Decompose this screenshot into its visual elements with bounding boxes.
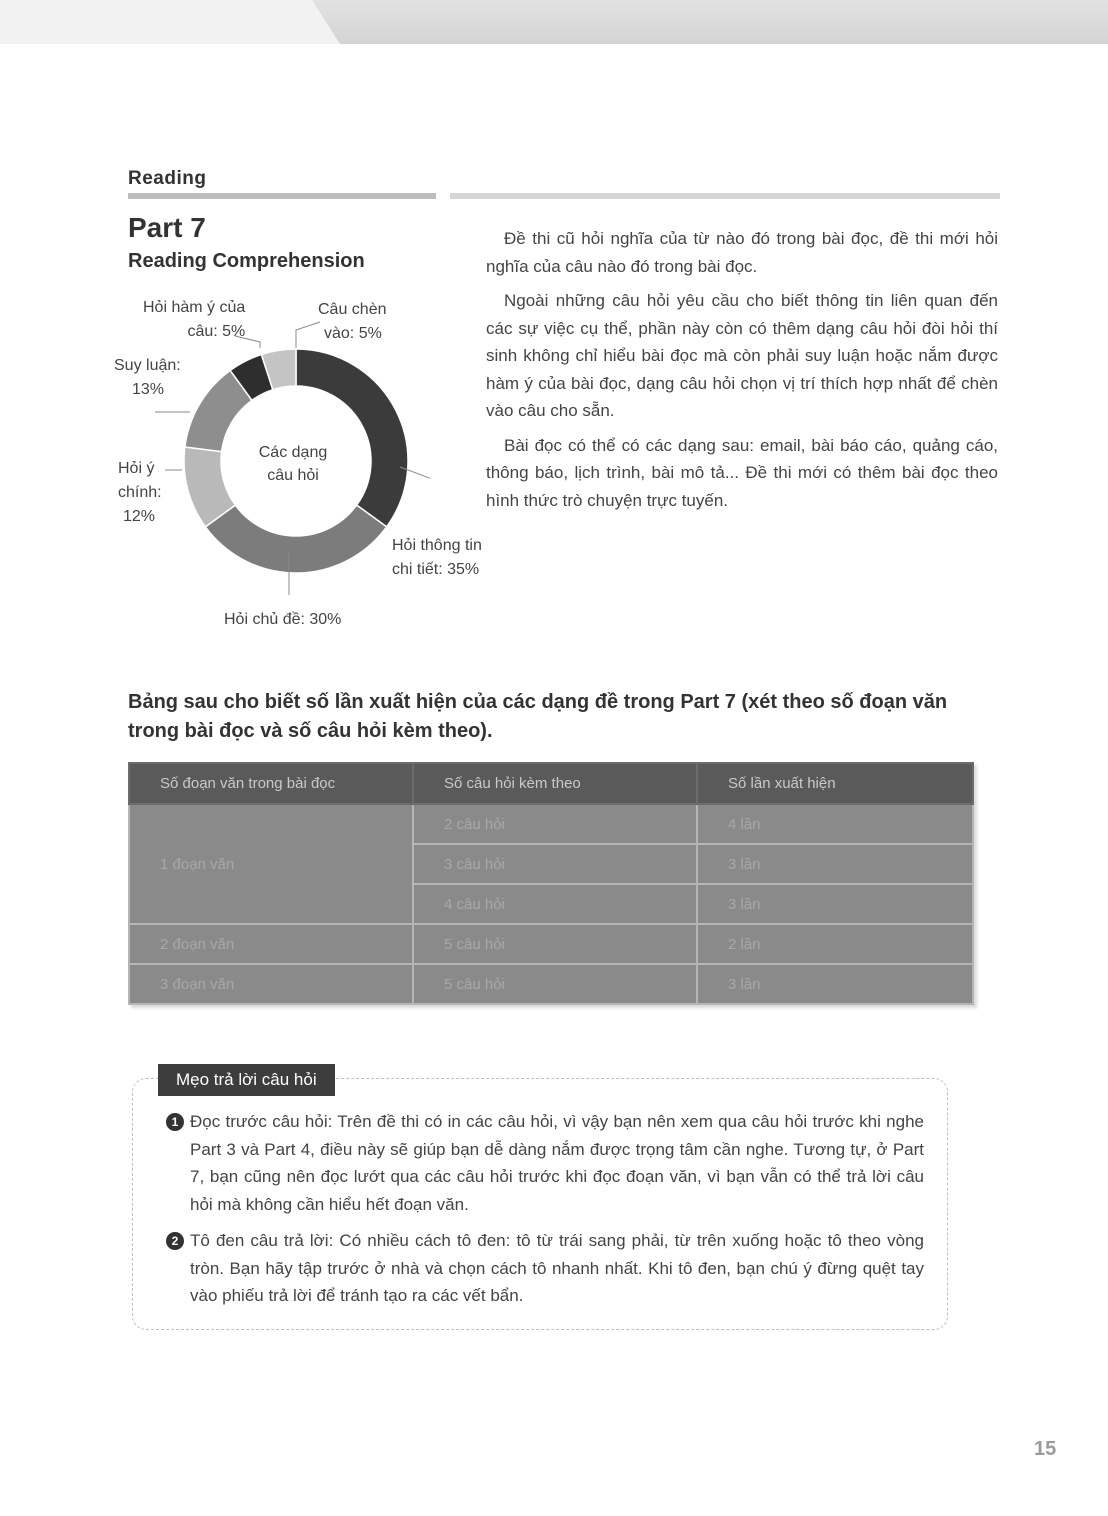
part-subtitle: Reading Comprehension: [128, 250, 365, 272]
intro-paragraph: Bài đọc có thể có các dạng sau: email, bài báo cáo, quảng cáo, thông báo, lịch trình, bài mô tả... Đề thi mới có thêm bài đọc theo hình thức trò chuyện trực tuyến.: [486, 435, 998, 510]
section-rule-right: [450, 193, 1000, 199]
appearance-table: [128, 762, 974, 1005]
slice-label-main-idea-l3: 12%: [123, 508, 156, 525]
page-number: 15: [1034, 1438, 1057, 1460]
slice-label-implication-l2: câu: 5%: [187, 323, 246, 340]
intro-text: [486, 225, 998, 521]
table-row: [129, 964, 973, 1004]
slice-label-main-idea: [118, 457, 162, 529]
slice-label-topic: [224, 608, 341, 632]
intro-paragraph: Đề thi cũ hỏi nghĩa của từ nào đó trong bài đọc, đề thi mới hỏi nghĩa của câu nào đó trong bài đọc.: [486, 229, 998, 276]
cell-count: 4 lần: [697, 804, 973, 844]
header-paragraphs: Số đoạn văn trong bài đọc: [129, 763, 413, 804]
cell-questions: 5 câu hỏi: [413, 964, 697, 1004]
cell-paragraphs: 3 đoạn văn: [129, 964, 413, 1004]
top-banner: [0, 0, 1108, 44]
slice-label-inference-l2: 13%: [132, 381, 165, 398]
part-title: Part 7: [128, 212, 206, 243]
cell-questions: 3 câu hỏi: [413, 844, 697, 884]
slice-label-insertion: [318, 298, 387, 346]
tip-number-badge: 1: [166, 1113, 184, 1131]
table-row: [129, 924, 973, 964]
slice-label-implication-l1: Hỏi hàm ý của: [143, 299, 246, 316]
donut-slices: [184, 349, 408, 573]
top-banner-notch: [0, 0, 340, 44]
slice-label-inference: [114, 354, 181, 402]
section-label: Reading: [128, 168, 207, 189]
slice-label-main-idea-l2: chính:: [118, 484, 162, 501]
slice-label-detail: [392, 534, 482, 582]
donut-center-label-line1: Các dạng: [258, 444, 328, 461]
cell-count: 3 lần: [697, 844, 973, 884]
cell-questions: 4 câu hỏi: [413, 884, 697, 924]
slice-detail: [296, 349, 408, 527]
tip-item: [166, 1108, 924, 1218]
cell-count: 3 lần: [697, 884, 973, 924]
intro-paragraph: Ngoài những câu hỏi yêu cầu cho biết thông tin liên quan đến các sự việc cụ thể, phần này còn có thêm dạng câu hỏi đòi hỏi thí sinh không chỉ hiểu bài đọc mà còn phải suy luận hoặc nắm được hàm ý của bài đọc, dạng câu hỏi chọn vị trí thích hợp nhất để chèn vào câu cho sẵn.: [486, 291, 998, 420]
header-count: Số lần xuất hiện: [697, 763, 973, 804]
slice-topic: [205, 505, 386, 573]
slice-label-insertion-l2: vào: 5%: [324, 325, 382, 342]
tip-item: [166, 1227, 924, 1310]
slice-label-detail-l2: chi tiết: 35%: [392, 561, 480, 578]
slice-label-topic-l1: Hỏi chủ đề: 30%: [224, 611, 342, 628]
table-row: [129, 804, 973, 844]
cell-paragraphs: 1 đoạn văn: [129, 804, 413, 924]
tips-title: Mẹo trả lời câu hỏi: [158, 1064, 335, 1096]
tip-text: Đọc trước câu hỏi: Trên đề thi có in các câu hỏi, vì vậy bạn nên xem qua câu hỏi trước khi nghe Part 3 và Part 4, điều này sẽ giúp bạn dễ dàng nắm được trọng tâm cần nghe. Tương tự, ở Part 7, bạn cũng nên đọc lướt qua các câu hỏi trước khi đọc đoạn văn, vì bạn vẫn có thể trả lời câu hỏi mà không cần hiểu hết đoạn văn.: [190, 1112, 924, 1214]
leader-line-insertion: [296, 322, 320, 348]
cell-count: 2 lần: [697, 924, 973, 964]
donut-center-label-line2: câu hỏi: [267, 467, 319, 484]
tip-number-badge: 2: [166, 1232, 184, 1250]
slice-label-main-idea-l1: Hỏi ý: [118, 460, 155, 477]
cell-paragraphs: 2 đoạn văn: [129, 924, 413, 964]
tip-text: Tô đen câu trả lời: Có nhiều cách tô đen: tô từ trái sang phải, từ trên xuống hoặc tô theo vòng tròn. Bạn hãy tập trước ở nhà và chọn cách tô nhanh nhất. Khi tô đen, bạn chú ý đừng quệt tay vào phiếu trả lời để tránh tạo ra các vết bẩn.: [190, 1231, 924, 1305]
slice-label-implication: [143, 296, 245, 344]
section-rule-left: [128, 193, 436, 199]
table-caption: Bảng sau cho biết số lần xuất hiện của các dạng đề trong Part 7 (xét theo số đoạn văn trong bài đọc và số câu hỏi kèm theo).: [128, 691, 948, 742]
slice-label-inference-l1: Suy luận:: [114, 357, 181, 374]
table-header-row: [129, 763, 973, 804]
header-questions: Số câu hỏi kèm theo: [413, 763, 697, 804]
slice-label-insertion-l1: Câu chèn: [318, 301, 387, 318]
cell-questions: 5 câu hỏi: [413, 924, 697, 964]
slice-label-detail-l1: Hỏi thông tin: [392, 537, 482, 554]
cell-count: 3 lần: [697, 964, 973, 1004]
cell-questions: 2 câu hỏi: [413, 804, 697, 844]
